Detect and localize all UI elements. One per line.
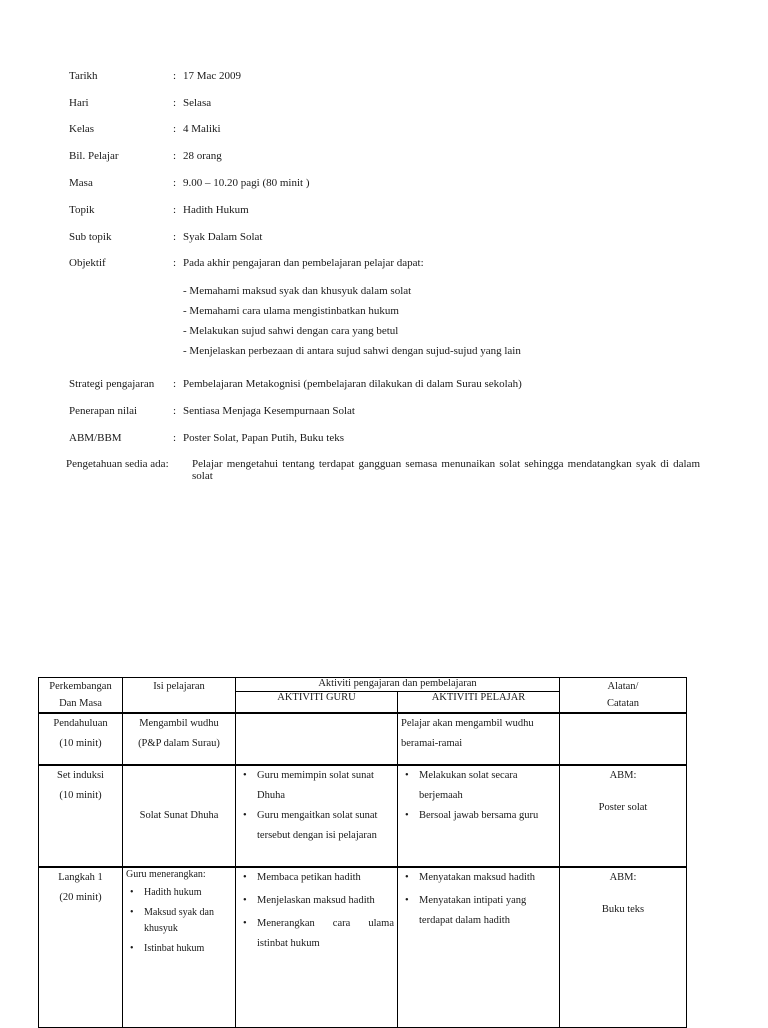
header-alatan-line2: Catatan: [606, 698, 640, 709]
pengetahuan-value: Pelajar mengetahui tentang terdapat gangguan semasa menunaikan solat sehingga mendatangkan syak di dalam solat: [192, 458, 700, 482]
isi-text: (P&P dalam Surau): [138, 738, 220, 749]
table-row: [39, 713, 687, 765]
list-item: • Bersoal jawab bersama guru: [419, 806, 556, 826]
isi-intro: Guru menerangkan:: [126, 869, 206, 880]
alatan-value: Buku teks: [601, 904, 645, 915]
header-aktiviti: Aktiviti pengajaran dan pembelajaran: [236, 678, 560, 692]
objectives-list: [183, 283, 521, 363]
info-value: Poster Solat, Papan Putih, Buku teks: [183, 432, 345, 444]
isi-text: Solat Sunat Dhuha: [139, 810, 219, 821]
cell-alatan: [560, 867, 687, 1027]
list-item: • Hadith hukum: [144, 885, 232, 901]
cell-isi: [123, 867, 236, 1027]
alatan-title: ABM:: [609, 770, 637, 781]
list-item: • Menjelaskan maksud hadith: [257, 891, 394, 911]
pengetahuan-sedia-ada: [66, 458, 700, 482]
info-value: 17 Mac 2009: [183, 70, 242, 82]
info-label: Tarikh: [69, 70, 98, 82]
stage-label: Set induksi: [57, 770, 104, 781]
objective-item: - Menjelaskan perbezaan di antara sujud sahwi dengan sujud-sujud yang lain: [183, 345, 521, 357]
pelajar-text: Pelajar akan mengambil wudhu beramai-ramai: [401, 718, 534, 749]
stage-label: Pendahuluan: [53, 718, 108, 729]
info-label: ABM/BBM: [69, 432, 122, 444]
guru-activity-list: [239, 766, 394, 846]
info-colon: :: [173, 405, 177, 417]
info-value: Pembelajaran Metakognisi (pembelajaran dilakukan di dalam Surau sekolah): [183, 378, 522, 390]
cell-pelajar: [398, 765, 560, 867]
info-label: Strategi pengajaran: [69, 378, 155, 390]
list-item: • Menyatakan maksud hadith: [419, 868, 556, 888]
cell-stage: [39, 867, 123, 1027]
cell-guru: [236, 867, 398, 1027]
table-header-row: [39, 678, 687, 692]
cell-pelajar: [398, 867, 560, 1027]
cell-guru: [236, 765, 398, 867]
objective-item: - Memahami cara ulama mengistinbatkan hukum: [183, 305, 399, 317]
list-item: • Menerangkan cara ulama istinbat hukum: [257, 914, 394, 954]
stage-time: (10 minit): [59, 738, 102, 749]
info-colon: :: [173, 97, 177, 109]
info-colon: :: [173, 204, 177, 216]
cell-alatan: [560, 713, 687, 765]
stage-label: Langkah 1: [58, 872, 103, 883]
info-colon: :: [173, 378, 177, 390]
header-perkembangan-line1: Perkembangan: [49, 681, 112, 692]
info-colon: :: [173, 432, 177, 444]
cell-alatan: [560, 765, 687, 867]
alatan-title: ABM:: [609, 872, 637, 883]
isi-list: [126, 885, 232, 957]
header-isi-pelajaran: Isi pelajaran: [123, 678, 236, 714]
info-label: Penerapan nilai: [69, 405, 138, 417]
info-label: Hari: [69, 97, 89, 109]
header-alatan-line1: Alatan/: [607, 681, 639, 692]
header-perkembangan: [39, 678, 123, 714]
info-label: Bil. Pelajar: [69, 150, 119, 162]
info-colon: :: [173, 123, 177, 135]
cell-isi: [123, 713, 236, 765]
info-value: Sentiasa Menjaga Kesempurnaan Solat: [183, 405, 355, 417]
cell-stage: [39, 765, 123, 867]
info-label: Masa: [69, 177, 93, 189]
objective-item: - Memahami maksud syak dan khusyuk dalam solat: [183, 285, 412, 297]
info-value: 9.00 – 10.20 pagi (80 minit ): [183, 177, 310, 189]
table-row: [39, 765, 687, 867]
info-value: 4 Maliki: [183, 123, 221, 135]
pelajar-activity-list: [401, 766, 556, 826]
list-item: • Membaca petikan hadith: [257, 868, 394, 888]
info-colon: :: [173, 70, 177, 82]
isi-text: Mengambil wudhu: [139, 718, 219, 729]
objective-item: - Melakukan sujud sahwi dengan cara yang betul: [183, 325, 399, 337]
pelajar-activity-list: [401, 868, 556, 931]
stage-time: (10 minit): [59, 790, 102, 801]
guru-activity-list: [239, 868, 394, 954]
stage-time: (20 minit): [59, 892, 102, 903]
info-label: Kelas: [69, 123, 95, 135]
info-value: Hadith Hukum: [183, 204, 249, 216]
info-label: Sub topik: [69, 231, 112, 243]
info-value: Syak Dalam Solat: [183, 231, 263, 243]
alatan-value: Poster solat: [598, 802, 648, 813]
list-item: • Menyatakan intipati yang terdapat dalam hadith: [419, 891, 556, 931]
list-item: • Maksud syak dan khusyuk: [144, 905, 232, 937]
lesson-activity-table: [38, 677, 687, 1028]
pengetahuan-label: Pengetahuan sedia ada:: [66, 458, 169, 470]
info-colon: :: [173, 257, 177, 269]
cell-stage: [39, 713, 123, 765]
list-item: • Guru mengaitkan solat sunat tersebut dengan isi pelajaran: [257, 806, 394, 846]
cell-guru: [236, 713, 398, 765]
header-aktiviti-guru: AKTIVITI GURU: [236, 692, 398, 714]
info-colon: :: [173, 231, 177, 243]
info-value: 28 orang: [183, 150, 222, 162]
list-item: • Guru memimpin solat sunat Dhuha: [257, 766, 394, 806]
info-colon: :: [173, 150, 177, 162]
header-alatan: [560, 678, 687, 714]
info-colon: :: [173, 177, 177, 189]
list-item: • Melakukan solat secara berjemaah: [419, 766, 556, 806]
info-value: Pada akhir pengajaran dan pembelajaran pelajar dapat:: [183, 257, 424, 269]
list-item: • Istinbat hukum: [144, 941, 232, 957]
header-perkembangan-line2: Dan Masa: [59, 698, 102, 709]
info-label: Topik: [69, 204, 95, 216]
header-aktiviti-pelajar: AKTIVITI PELAJAR: [398, 692, 560, 714]
info-label: Objektif: [69, 257, 106, 269]
cell-pelajar: [398, 713, 560, 765]
table-row: [39, 867, 687, 1027]
info-value: Selasa: [183, 97, 212, 109]
cell-isi: [123, 765, 236, 867]
